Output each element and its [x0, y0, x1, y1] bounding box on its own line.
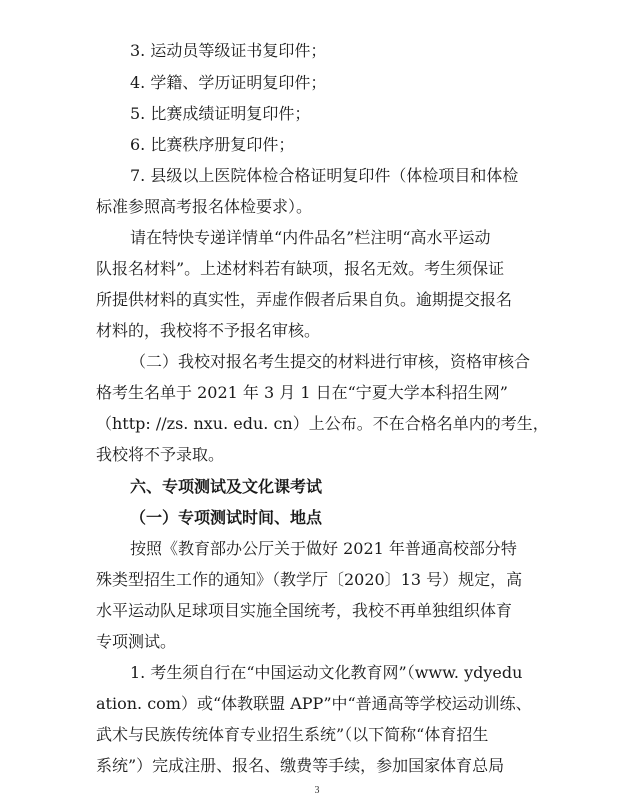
paragraph-review-line-3: （http: //zs. nxu. edu. cn）上公布。不在合格名单内的考生， — [96, 414, 549, 433]
paragraph-registration-line-1: 1. 考生须自行在“中国运动文化教育网”（www. ydyedu — [130, 663, 523, 682]
list-item-3: 3. 运动员等级证书复印件； — [130, 41, 327, 60]
paragraph-express-line-1: 请在特快专递详情单“内件品名”栏注明“高水平运动 — [130, 228, 491, 247]
paragraph-express-line-2: 队报名材料”。上述材料若有缺项，报名无效。考生须保证 — [96, 259, 505, 278]
list-item-4: 4. 学籍、学历证明复印件； — [130, 73, 327, 92]
subsection-heading: （一）专项测试时间、地点 — [130, 508, 323, 527]
list-item-7-line-2: 标准参照高考报名体检要求）。 — [96, 197, 313, 216]
paragraph-registration-line-3: 武术与民族传统体育专业招生系统”（以下简称“体育招生 — [96, 725, 489, 744]
paragraph-registration-line-4: 系统”）完成注册、报名、缴费等手续，参加国家体育总局 — [96, 756, 505, 775]
list-item-6: 6. 比赛秩序册复印件； — [130, 135, 295, 154]
paragraph-registration-line-2: ation. com）或“体教联盟 APP”中“普通高等学校运动训练、 — [96, 694, 532, 713]
paragraph-notice-line-4: 专项测试。 — [96, 632, 177, 651]
page-number: 3 — [314, 785, 320, 796]
list-item-5: 5. 比赛成绩证明复印件； — [130, 104, 311, 123]
paragraph-review-line-2: 格考生名单于 2021 年 3 月 1 日在“宁夏大学本科招生网” — [96, 383, 508, 402]
paragraph-review-line-1: （二）我校对报名考生提交的材料进行审核，资格审核合 — [130, 352, 531, 371]
paragraph-review-line-4: 我校将不予录取。 — [96, 445, 225, 464]
paragraph-notice-line-1: 按照《教育部办公厅关于做好 2021 年普通高校部分特 — [130, 539, 517, 558]
paragraph-notice-line-3: 水平运动队足球项目实施全国统考，我校不再单独组织体育 — [96, 601, 513, 620]
paragraph-express-line-3: 所提供材料的真实性，弄虚作假者后果自负。逾期提交报名 — [96, 290, 513, 309]
section-heading: 六、专项测试及文化课考试 — [130, 477, 323, 496]
list-item-7-line-1: 7. 县级以上医院体检合格证明复印件（体检项目和体检 — [130, 166, 519, 185]
paragraph-express-line-4: 材料的，我校将不予报名审核。 — [96, 321, 321, 340]
paragraph-notice-line-2: 殊类型招生工作的通知》（教学厅〔2020〕13 号）规定，高 — [96, 570, 523, 589]
